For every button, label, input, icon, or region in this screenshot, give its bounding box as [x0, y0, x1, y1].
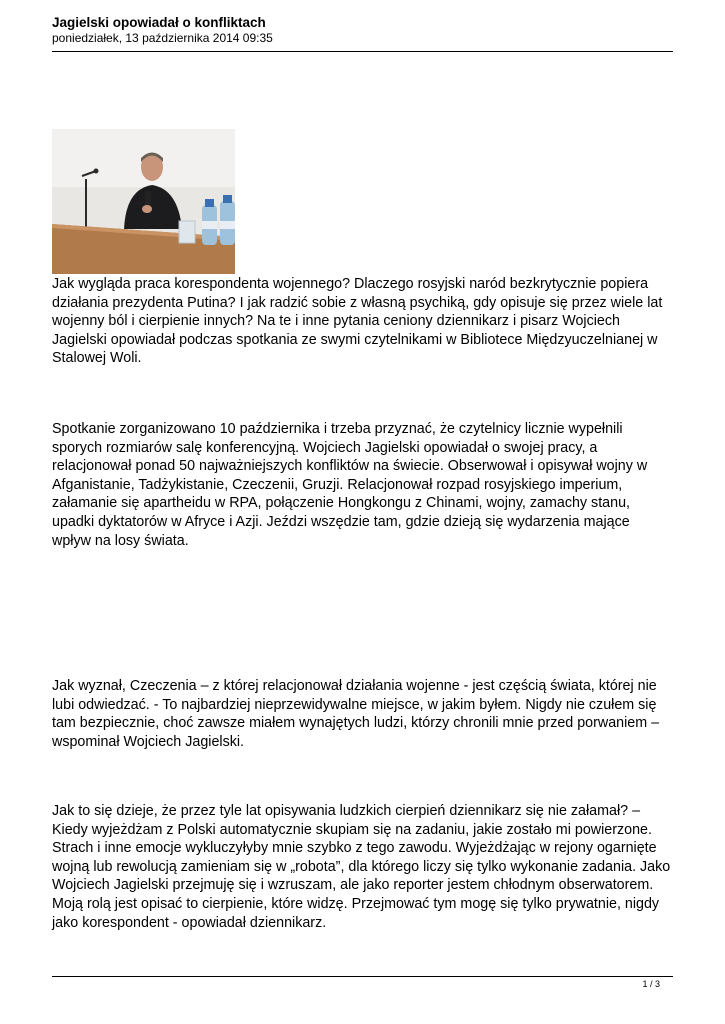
header-divider — [52, 51, 673, 52]
article-paragraph: Spotkanie zorganizowano 10 października i trzeba przyznać, że czytelnicy licznie wypełnili sporych rozmiarów salę konferencyjną. Wojciech Jagielski opowiadał o swojej pracy, a relacjonował ponad 50 najważniejszych konfliktów na świecie. Obserwował i opisywał wojny w Afganistanie, Tadżykistanie, Czeczenii, Gruzji. Relacjonował rozpad rosyjskiego imperium, załamanie się apartheidu w RPA, połączenie Hongkongu z Chinami, wojny, zamachy stanu, upadki dyktatorów w Afryce i Azji. Jeździ wszędzie tam, gdzie dzieją się wydarzenia mające wpływ na losy świata. — [52, 421, 648, 549]
article-paragraph: Jak wygląda praca korespondenta wojennego? Dlaczego rosyjski naród bezkrytycznie popiera działania prezydenta Putina? I jak radzić sobie z własną psychiką, gdy opisuje się przez wiele lat wojenny ból i cierpienie innych? Na te i inne pytania ceniony dziennikarz i pisarz Wojciech Jagielski opowiadał podczas spotkania ze swymi czytelnikami w Bibliotece Międzyuczelnianej w Stalowej Woli. — [52, 276, 663, 367]
article-photo — [52, 129, 235, 274]
page-header — [52, 15, 673, 46]
article-paragraph: Jak wyznał, Czeczenia – z której relacjonował działania wojenne - jest częścią świata, której nie lubi odwiedzać. - To najbardziej nieprzewidywalne miejsce, w jakim byłem. Nigdy nie czułem się tam bezpiecznie, choć zawsze miałem wynajętych ludzi, którzy chronili mnie przed porwaniem – wspominał Wojciech Jagielski. — [52, 678, 660, 750]
article-title: Jagielski opowiadał o konfliktach — [52, 15, 266, 30]
speaker-photo-illustration — [52, 129, 235, 274]
page-number: 1 / 3 — [642, 979, 660, 989]
water-glass-icon — [179, 221, 195, 243]
article-paragraph: Jak to się dzieje, że przez tyle lat opisywania ludzkich cierpień dziennikarz się nie załamał? – Kiedy wyjeżdżam z Polski automatycznie skupiam się na zadaniu, jakie zostało mi powierzone. Strach i inne emocje wykluczyłyby mnie szybko z tego zawodu. Wyjeżdżając w rejony ogarnięte wojną lub rewolucją zamieniam się w „robota”, dla którego liczy się tylko wykonanie zadania. Jako Wojciech Jagielski przejmuję się i wzruszam, ale jako reporter jestem chłodnym obserwatorem. Moją rolą jest opisać to cierpienie, które widzę. Przejmować tym mogę się tylko prywatnie, nigdy jako korespondent - opowiadał dziennikarz. — [52, 803, 671, 931]
article-date: poniedziałek, 13 października 2014 09:35 — [52, 31, 273, 45]
speaker-hand — [142, 205, 152, 213]
footer-divider — [52, 976, 673, 977]
